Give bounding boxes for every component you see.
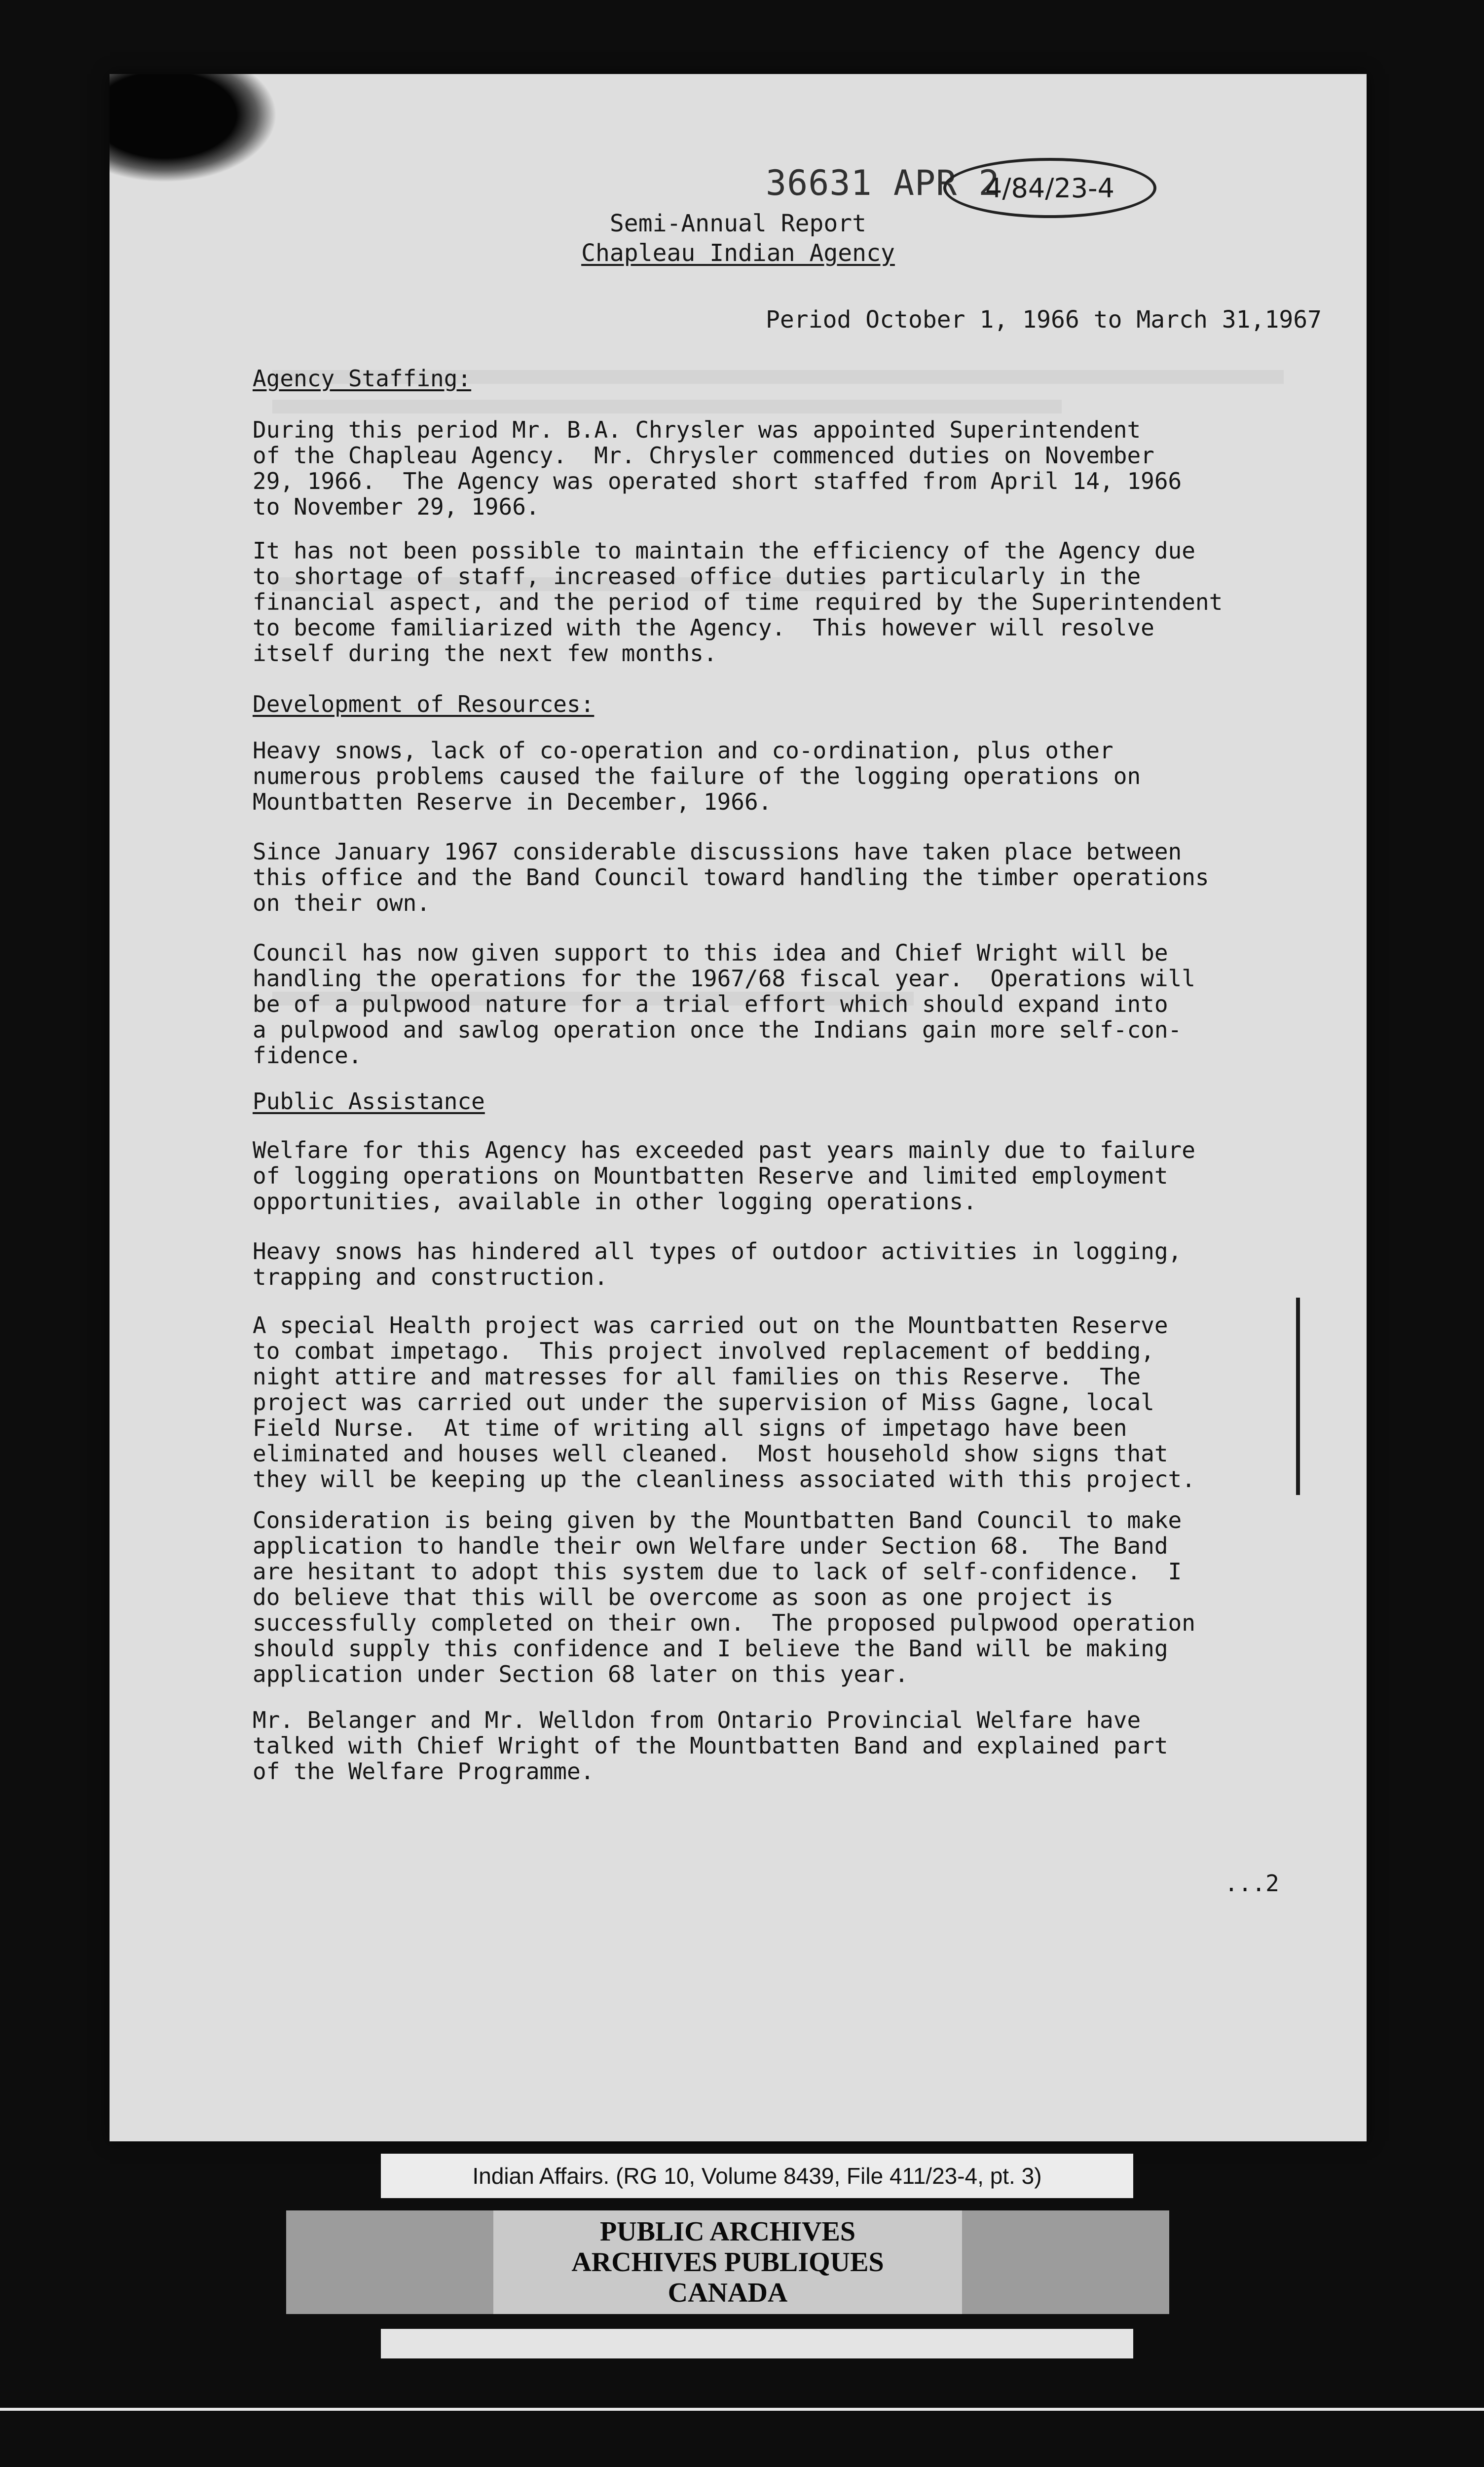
paragraph-assistance-5: Mr. Belanger and Mr. Welldon from Ontario Provincial Welfare have talked with Chief Wright of the Mountbatten Band and explained part of the Welfare Programme. xyxy=(253,1707,1168,1785)
agency-name: Chapleau Indian Agency xyxy=(581,239,895,267)
paragraph-assistance-3: A special Health project was carried out on the Mountbatten Reserve to combat impetago. This project involved replacement of bedding, night attire and matresses for all families on this Reserve. The project was carried out under the supervision of Miss Gagne, local Field Nurse. At time of writing all signs of impetago have been eliminated and houses well cleaned. Most household show signs that they will be keeping up the cleanliness associated with this project. xyxy=(253,1312,1195,1493)
file-reference-text: 4/84/23-4 xyxy=(985,172,1114,204)
report-period: Period October 1, 1966 to March 31,1967 xyxy=(766,306,1322,334)
paragraph-staffing-2: It has not been possible to maintain the efficiency of the Agency due to shortage of staff, increased office duties particularly in the financial aspect, and the period of time required by the Superintendent to become familiarized with the Agency. This however will resolve itself during the next few months. xyxy=(253,537,1223,667)
bottom-rule xyxy=(0,2408,1484,2411)
paragraph-assistance-4: Consideration is being given by the Mountbatten Band Council to make application to handle their own Welfare under Section 68. The Band are hesitant to adopt this system due to lack of self-confidence. I do believe that this will be overcome as soon as one project is successfully completed on their own. The proposed pulpwood operation should supply this confidence and I believe the Band will be making application under Section 68 later on this year. xyxy=(253,1507,1195,1687)
paragraph-resources-3: Council has now given support to this idea and Chief Wright will be handling the operations for the 1967/68 fiscal year. Operations will be of a pulpwood nature for a trial effort which should expand into a pulpwood and sawlog operation once the Indians gain more self-con- fidence. xyxy=(253,939,1195,1069)
report-title: Semi-Annual Report xyxy=(609,210,867,237)
archive-label xyxy=(286,2210,1169,2314)
archive-line-2: ARCHIVES PUBLIQUES xyxy=(571,2247,884,2278)
document-page xyxy=(110,74,1367,2141)
paragraph-staffing-1: During this period Mr. B.A. Chrysler was appointed Superintendent of the Chapleau Agency. Mr. Chrysler commenced duties on November 29, 1966. The Agency was operated short staffed from April 14, 1966 to November 29, 1966. xyxy=(253,416,1182,520)
archive-reference: Indian Affairs. (RG 10, Volume 8439, File 411/23-4, pt. 3) xyxy=(472,2163,1042,2189)
file-reference-stamp xyxy=(943,158,1156,218)
heading-development-of-resources: Development of Resources: xyxy=(253,691,594,717)
paragraph-assistance-1: Welfare for this Agency has exceeded past years mainly due to failure of logging operations on Mountbatten Reserve and limited employment opportunities, available in other logging operations. xyxy=(253,1137,1195,1215)
heading-agency-staffing: Agency Staffing: xyxy=(253,365,472,392)
page-continuation: ...2 xyxy=(1224,1870,1279,1897)
ink-stain xyxy=(110,74,277,183)
paragraph-resources-1: Heavy snows, lack of co-operation and co-ordination, plus other numerous problems caused the failure of the logging operations on Mountbatten Reserve in December, 1966. xyxy=(253,737,1141,815)
archive-label-text xyxy=(493,2210,962,2314)
received-stamp: 36631 APR 2 xyxy=(766,163,1000,203)
report-subtitle xyxy=(110,239,1367,267)
paragraph-resources-2: Since January 1967 considerable discussions have taken place between this office and the Band Council toward handling the timber operations on their own. xyxy=(253,838,1209,916)
paragraph-assistance-2: Heavy snows has hindered all types of outdoor activities in logging, trapping and construction. xyxy=(253,1238,1182,1290)
bleed-through xyxy=(272,400,1062,413)
archive-line-3: CANADA xyxy=(668,2278,788,2308)
heading-public-assistance: Public Assistance xyxy=(253,1088,485,1115)
archive-reference-strip xyxy=(381,2154,1133,2198)
bottom-paper-strip xyxy=(381,2329,1133,2358)
archive-line-1: PUBLIC ARCHIVES xyxy=(599,2216,856,2247)
margin-mark xyxy=(1296,1298,1300,1495)
